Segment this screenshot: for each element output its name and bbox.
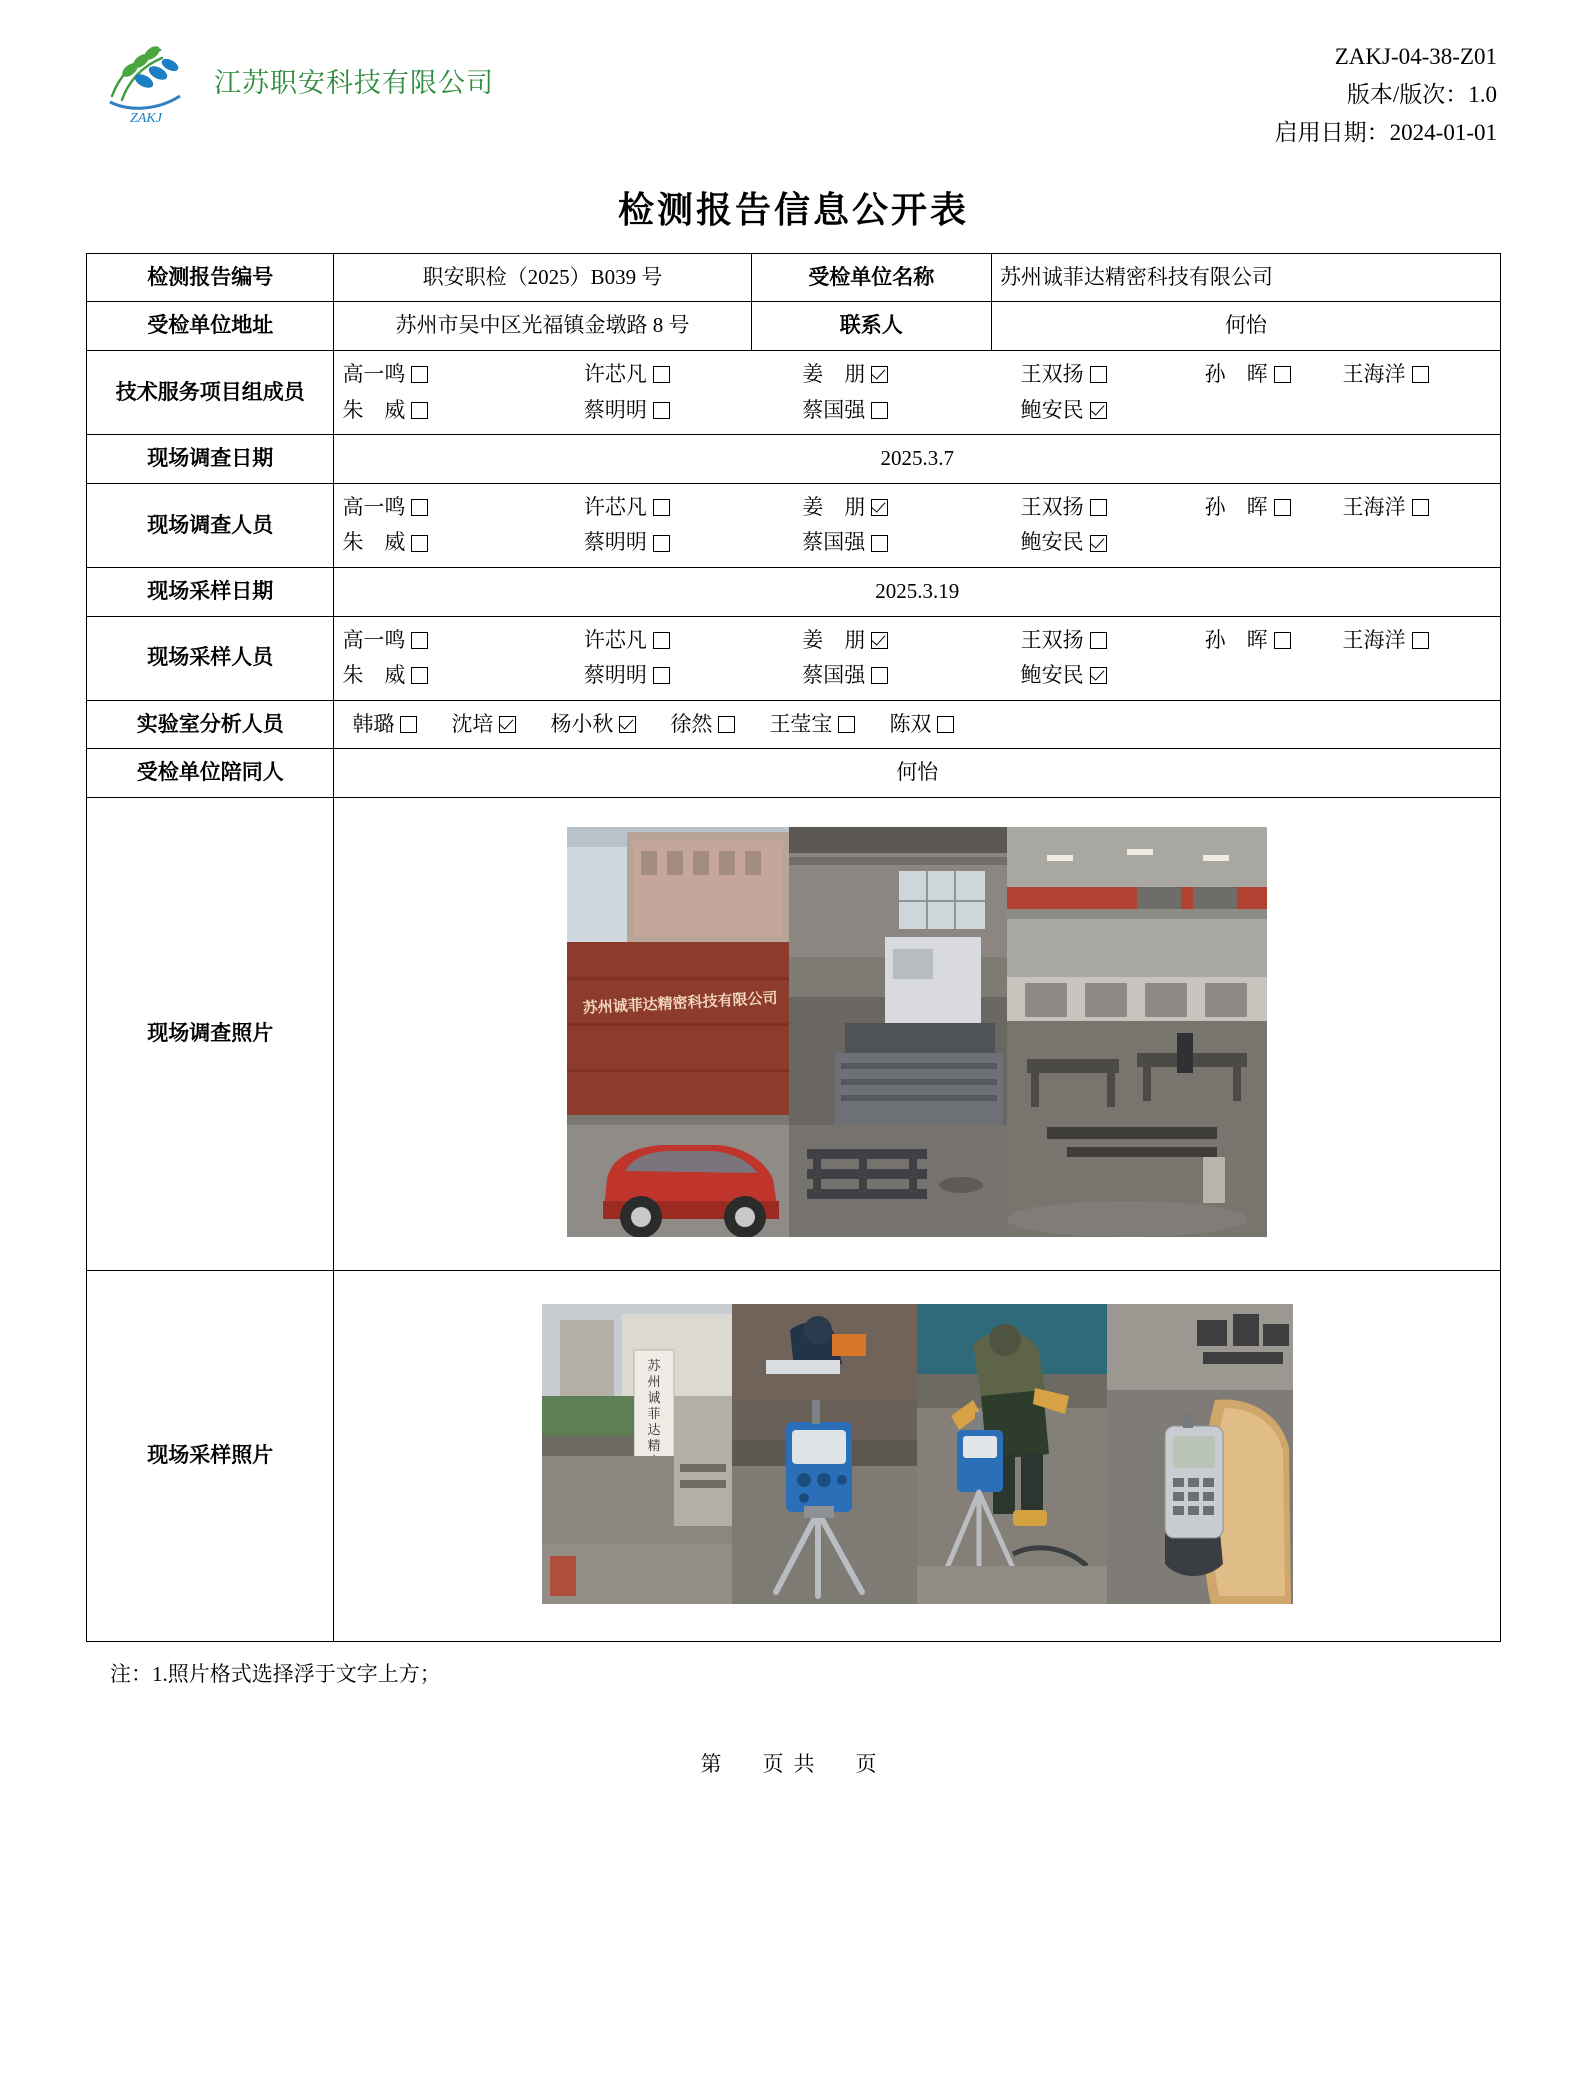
checkbox-box (1412, 632, 1429, 649)
value-accompany: 何怡 (334, 749, 1501, 798)
page-footer: 第 页共 页 (700, 1751, 887, 1776)
table-row-sampling-date (87, 567, 1501, 616)
checkbox-box (653, 402, 670, 419)
checkbox-box (619, 716, 636, 733)
checkbox-box (653, 535, 670, 552)
svg-text:苏州诚菲达精密科技有限公司: 苏州诚菲达精密科技有限公司 (582, 990, 779, 1017)
checkbox-person-tech-5[interactable]: 王海洋 (1343, 358, 1429, 392)
checkbox-person-tech-1[interactable]: 许芯凡 (584, 358, 670, 392)
value-contact: 何怡 (991, 302, 1500, 351)
label-survey-date: 现场调查日期 (87, 435, 334, 484)
sampling-staff-row-2 (342, 659, 1492, 693)
checkbox-person-tech-2[interactable]: 姜 朋 (802, 358, 888, 392)
label-contact: 联系人 (751, 302, 991, 351)
checkbox-box (871, 499, 888, 516)
company-name: 江苏职安科技有限公司 (214, 67, 494, 98)
survey-staff-row-1 (342, 491, 1492, 525)
checkbox-box (1090, 366, 1107, 383)
checkbox-person-tech-3[interactable]: 王双扬 (1021, 358, 1107, 392)
document-header (86, 34, 1501, 158)
label-sampling-date: 现场采样日期 (87, 567, 334, 616)
checkbox-box (1090, 535, 1107, 552)
checkbox-person-tech-4[interactable]: 孙 晖 (1205, 358, 1291, 392)
table-row-lab-staff (87, 700, 1501, 749)
table-row-survey-staff (87, 483, 1501, 567)
checkbox-person-tech-7[interactable]: 蔡明明 (584, 394, 670, 428)
checkbox-box (653, 499, 670, 516)
label-tech-team: 技术服务项目组成员 (87, 351, 334, 435)
checkbox-box (1412, 366, 1429, 383)
value-sampling-staff (334, 616, 1501, 700)
report-info-table (86, 253, 1501, 1642)
svg-text:州: 州 (647, 1373, 661, 1389)
table-row-report-no (87, 253, 1501, 302)
table-row-tech-team (87, 351, 1501, 435)
footnote: 注：1.照片格式选择浮于文字上方； (110, 1661, 441, 1686)
brand-block (86, 34, 494, 126)
checkbox-person-lab-0[interactable]: 韩璐 (352, 708, 417, 742)
value-lab-staff (334, 700, 1501, 749)
label-lab-staff: 实验室分析人员 (87, 700, 334, 749)
svg-text:达: 达 (647, 1421, 661, 1437)
table-row-survey-date (87, 435, 1501, 484)
checkbox-person-lab-5[interactable]: 陈双 (889, 708, 954, 742)
page-title: 检测报告信息公开表 (617, 189, 969, 230)
survey-staff-row-2 (342, 526, 1492, 560)
survey-photo-1 (567, 827, 789, 1237)
checkbox-person-tech-6[interactable]: 朱 威 (342, 394, 428, 428)
checkbox-person-survey-1[interactable]: 许芯凡 (584, 491, 670, 525)
checkbox-box (871, 535, 888, 552)
value-survey-staff (334, 483, 1501, 567)
checkbox-person-tech-9[interactable]: 鲍安民 (1021, 394, 1107, 428)
value-unit-address: 苏州市吴中区光福镇金墩路 8 号 (334, 302, 751, 351)
svg-text:诚: 诚 (647, 1389, 661, 1405)
value-unit-name: 苏州诚菲达精密科技有限公司 (991, 253, 1500, 302)
checkbox-box (1274, 632, 1291, 649)
value-tech-team (334, 351, 1501, 435)
table-row-sampling-staff (87, 616, 1501, 700)
sampling-photo-3 (917, 1304, 1107, 1604)
checkbox-person-survey-5[interactable]: 王海洋 (1343, 491, 1429, 525)
label-report-no: 检测报告编号 (87, 253, 334, 302)
document-code: ZAKJ-04-38-Z01 (1334, 44, 1497, 69)
checkbox-box (1274, 366, 1291, 383)
checkbox-box (411, 632, 428, 649)
value-report-no: 职安职检（2025）B039 号 (334, 253, 751, 302)
sampling-photo-2 (732, 1304, 917, 1604)
sampling-photo-4 (1107, 1304, 1293, 1604)
survey-photo-3 (1007, 827, 1267, 1237)
checkbox-person-sampling-3[interactable]: 王双扬 (1021, 624, 1107, 658)
lab-staff-row (342, 708, 1492, 742)
checkbox-box (1090, 402, 1107, 419)
svg-text:ZAKJ: ZAKJ (130, 111, 162, 126)
checkbox-person-survey-7[interactable]: 蔡明明 (584, 526, 670, 560)
checkbox-person-sampling-5[interactable]: 王海洋 (1343, 624, 1429, 658)
checkbox-box (871, 402, 888, 419)
checkbox-box (871, 667, 888, 684)
sampling-staff-row-1 (342, 624, 1492, 658)
checkbox-person-sampling-4[interactable]: 孙 晖 (1205, 624, 1291, 658)
checkbox-person-survey-9[interactable]: 鲍安民 (1021, 526, 1107, 560)
document-version: 版本/版次：1.0 (1346, 81, 1497, 107)
checkbox-box (411, 366, 428, 383)
checkbox-person-survey-8[interactable]: 蔡国强 (802, 526, 888, 560)
checkbox-person-sampling-8[interactable]: 蔡国强 (802, 659, 888, 693)
label-survey-photos: 现场调查照片 (87, 797, 334, 1270)
checkbox-person-lab-2[interactable]: 杨小秋 (550, 708, 636, 742)
checkbox-person-tech-8[interactable]: 蔡国强 (802, 394, 888, 428)
tech-team-row-2 (342, 394, 1492, 428)
label-survey-staff: 现场调查人员 (87, 483, 334, 567)
label-accompany: 受检单位陪同人 (87, 749, 334, 798)
header-meta (1275, 34, 1501, 152)
checkbox-person-sampling-6[interactable]: 朱 威 (342, 659, 428, 693)
checkbox-box (838, 716, 855, 733)
label-unit-address: 受检单位地址 (87, 302, 334, 351)
checkbox-person-lab-3[interactable]: 徐然 (670, 708, 735, 742)
company-logo-icon (100, 34, 192, 126)
label-sampling-staff: 现场采样人员 (87, 616, 334, 700)
label-sampling-photos: 现场采样照片 (87, 1270, 334, 1641)
checkbox-person-lab-4[interactable]: 王莹宝 (769, 708, 855, 742)
sampling-photo-1 (542, 1304, 732, 1604)
checkbox-person-sampling-1[interactable]: 许芯凡 (584, 624, 670, 658)
table-row-sampling-photos (87, 1270, 1501, 1641)
checkbox-box (1274, 499, 1291, 516)
checkbox-person-tech-0[interactable]: 高一鸣 (342, 358, 428, 392)
checkbox-box (411, 499, 428, 516)
checkbox-person-survey-4[interactable]: 孙 晖 (1205, 491, 1291, 525)
checkbox-box (400, 716, 417, 733)
table-row-address (87, 302, 1501, 351)
checkbox-box (937, 716, 954, 733)
survey-photo-2 (789, 827, 1007, 1237)
svg-text:菲: 菲 (647, 1405, 661, 1421)
checkbox-box (1090, 499, 1107, 516)
checkbox-box (718, 716, 735, 733)
checkbox-box (411, 667, 428, 684)
checkbox-box (1090, 667, 1107, 684)
table-row-accompany (87, 749, 1501, 798)
checkbox-box (653, 667, 670, 684)
checkbox-person-sampling-9[interactable]: 鲍安民 (1021, 659, 1107, 693)
effective-date: 启用日期：2024-01-01 (1274, 119, 1497, 145)
value-survey-date: 2025.3.7 (334, 435, 1501, 484)
checkbox-box (871, 366, 888, 383)
checkbox-person-sampling-7[interactable]: 蔡明明 (584, 659, 670, 693)
checkbox-box (653, 632, 670, 649)
checkbox-person-sampling-0[interactable]: 高一鸣 (342, 624, 428, 658)
checkbox-box (1412, 499, 1429, 516)
checkbox-box (1090, 632, 1107, 649)
checkbox-box (411, 402, 428, 419)
svg-text:苏: 苏 (647, 1357, 661, 1373)
tech-team-row-1 (342, 358, 1492, 392)
sampling-photo-strip (334, 1270, 1501, 1641)
svg-text:精: 精 (647, 1437, 661, 1453)
checkbox-box (653, 366, 670, 383)
checkbox-box (871, 632, 888, 649)
checkbox-person-survey-3[interactable]: 王双扬 (1021, 491, 1107, 525)
value-sampling-date: 2025.3.19 (334, 567, 1501, 616)
label-unit-name: 受检单位名称 (751, 253, 991, 302)
table-row-survey-photos (87, 797, 1501, 1270)
checkbox-person-lab-1[interactable]: 沈培 (451, 708, 516, 742)
checkbox-person-sampling-2[interactable]: 姜 朋 (802, 624, 888, 658)
checkbox-person-survey-0[interactable]: 高一鸣 (342, 491, 428, 525)
checkbox-person-survey-2[interactable]: 姜 朋 (802, 491, 888, 525)
checkbox-person-survey-6[interactable]: 朱 威 (342, 526, 428, 560)
checkbox-box (499, 716, 516, 733)
checkbox-box (411, 535, 428, 552)
survey-photo-strip (334, 797, 1501, 1270)
